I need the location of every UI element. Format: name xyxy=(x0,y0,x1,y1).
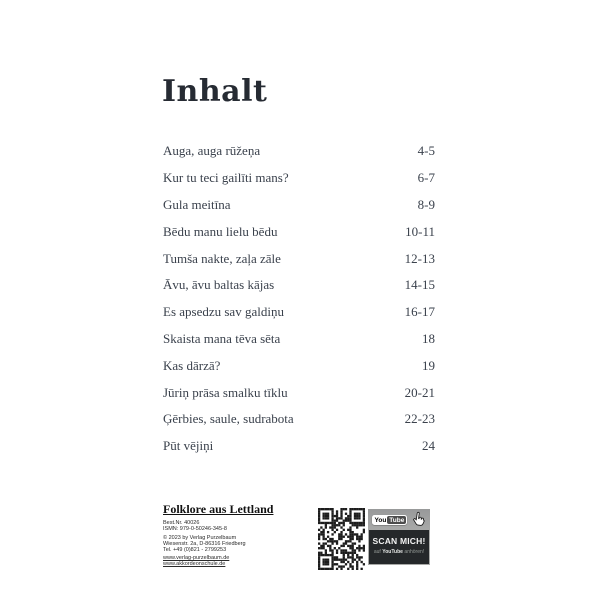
toc-row xyxy=(163,138,435,165)
toc-entry-title: Auga, auga rūžeņa xyxy=(163,143,261,159)
toc-row xyxy=(163,218,435,245)
toc-entry-pages: 16-17 xyxy=(404,304,435,320)
toc-entry-pages: 8-9 xyxy=(417,196,435,212)
phone-line: Tel. +49 (0)821 - 2799253 xyxy=(163,547,227,553)
badge-body xyxy=(369,530,429,564)
toc-entry-pages: 24 xyxy=(422,438,435,454)
publisher-website: www.verlag-purzelbaum.de xyxy=(163,555,230,561)
toc-row xyxy=(163,245,435,272)
toc-list xyxy=(163,138,435,460)
toc-entry-title: Es apsedzu sav galdiņu xyxy=(163,304,284,320)
toc-entry-title: Kur tu teci gailīti mans? xyxy=(163,170,289,186)
toc-entry-title: Pūt vējiņi xyxy=(163,438,214,454)
youtube-scan-badge xyxy=(368,509,430,565)
toc-entry-title: Tumša nakte, zaļa zāle xyxy=(163,250,281,266)
toc-entry-pages: 18 xyxy=(422,330,435,346)
toc-entry-pages: 20-21 xyxy=(404,384,435,400)
toc-row xyxy=(163,272,435,299)
toc-row xyxy=(163,406,435,433)
toc-entry-title: Āvu, āvu baltas kājas xyxy=(163,277,275,293)
toc-row xyxy=(163,352,435,379)
qr-code xyxy=(318,508,365,570)
toc-row xyxy=(163,379,435,406)
badge-header xyxy=(368,509,430,530)
copyright-line: © 2023 by Verlag Purzelbaum xyxy=(163,535,237,541)
hand-cursor-icon xyxy=(410,510,429,529)
toc-entry-title: Ģērbies, saule, sudrabota xyxy=(163,411,294,427)
toc-entry-pages: 22-23 xyxy=(404,411,435,427)
address-line: Wiesenstr. 2a, D-86316 Friedberg xyxy=(163,541,246,547)
school-website: www.akkordeonschule.de xyxy=(163,561,226,567)
toc-entry-title: Gula meitīna xyxy=(163,196,231,212)
toc-entry-pages: 14-15 xyxy=(404,277,435,293)
toc-entry-pages: 19 xyxy=(422,357,435,373)
toc-row xyxy=(163,433,435,460)
book-title: Folklore aus Lettland xyxy=(163,502,274,516)
youtube-logo xyxy=(372,515,407,525)
footer-imprint xyxy=(163,502,323,567)
toc-entry-title: Kas dārzā? xyxy=(163,357,221,373)
page-title: Inhalt xyxy=(162,74,268,109)
toc-entry-pages: 6-7 xyxy=(417,170,435,186)
toc-entry-pages: 10-11 xyxy=(405,223,435,239)
toc-row xyxy=(163,326,435,353)
toc-row xyxy=(163,299,435,326)
toc-entry-pages: 12-13 xyxy=(404,250,435,266)
youtube-logo-you: You xyxy=(374,516,387,524)
ismn-number: ISMN: 979-0-50246-345-8 xyxy=(163,526,227,532)
toc-row xyxy=(163,192,435,219)
toc-entry-title: Bēdu manu lielu bēdu xyxy=(163,223,278,239)
toc-entry-title: Jūriņ prāsa smalku tīklu xyxy=(163,384,288,400)
toc-row xyxy=(163,165,435,192)
toc-entry-pages: 4-5 xyxy=(417,143,435,159)
youtube-logo-tube: Tube xyxy=(389,516,405,524)
order-number: Best.Nr. 40026 xyxy=(163,520,200,526)
toc-entry-title: Skaista mana tēva sēta xyxy=(163,330,281,346)
scan-sub-label: auf YouTube anhören! xyxy=(373,548,425,555)
scan-mich-label: SCAN MICH! xyxy=(372,536,426,546)
youtube-brand-text: YouTube xyxy=(382,548,403,555)
